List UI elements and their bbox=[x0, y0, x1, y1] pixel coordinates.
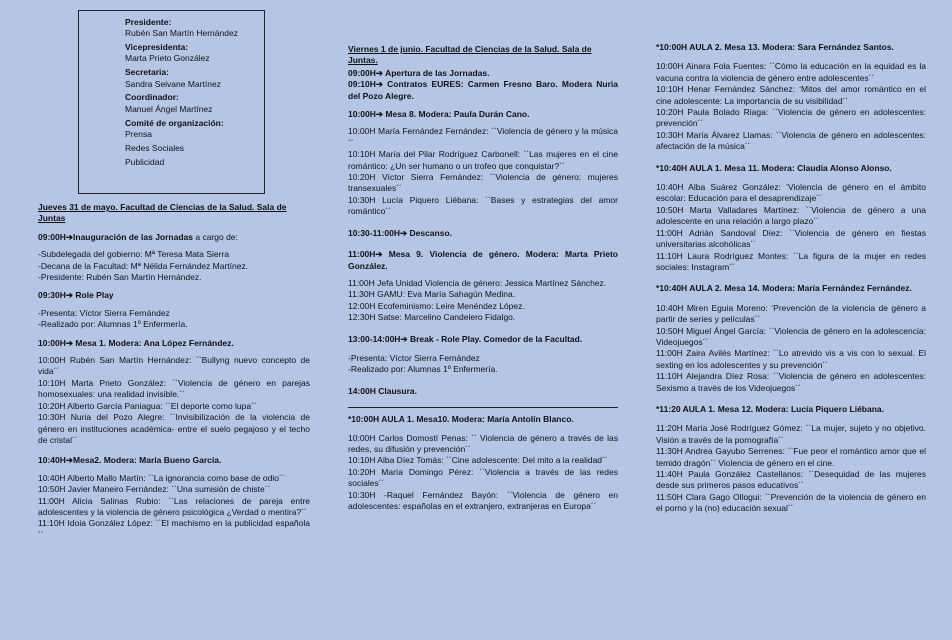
talk-item: 11:00H Zaira Avilés Martínez: ``Lo atrevido vis a vis con lo sexual. El sexting en los adolescentes y su prevención´´ bbox=[656, 348, 926, 370]
roleplay-time: 09:30H bbox=[38, 290, 66, 301]
arrow-icon: ➔ bbox=[375, 79, 384, 90]
president-name: Rubén San Martín Hernández bbox=[125, 27, 238, 38]
friday-title: Viernes 1 de junio. Facultad de Ciencias de la Salud. Sala de Juntas. bbox=[348, 44, 592, 66]
b2-title: Contratos EURES: Carmen Fresno Baro. Modera Nuria del Pozo Alegre. bbox=[348, 79, 618, 101]
mesa12-title: *11:20 AULA 1. Mesa 12. Modera: Lucía Piquero Liébana. bbox=[656, 403, 884, 414]
mesa1-time: 10:00H bbox=[38, 337, 66, 348]
mesa11-block bbox=[656, 163, 926, 274]
thursday-title: Jueves 31 de mayo. Facultad de Ciencias de la Salud. Sala de Juntas bbox=[38, 202, 287, 224]
break-item: -Realizado por: Alumnas 1º Enfermería. bbox=[348, 364, 498, 375]
b1-title: Apertura de las Jornadas. bbox=[385, 67, 490, 78]
descanso-title: Descanso. bbox=[409, 227, 453, 238]
break-title: Break - Role Play. Comedor de la Facultad. bbox=[409, 333, 583, 344]
mesa8-block bbox=[348, 109, 618, 218]
talk-item: 10:40H Miren Eguia Moreno: ‘Prevención de la violencia de género a partir de series y películas´´ bbox=[656, 302, 926, 325]
talk-item: 11:00H Jefa Unidad Violencia de género: Jessica Martínez Sánchez. bbox=[348, 277, 607, 288]
vp-role: Vicepresidenta: bbox=[125, 41, 189, 52]
b2-time: 09:10H bbox=[348, 79, 376, 90]
talk-item: 10:10H Henar Fernández Sánchez: ‘Mitos del amor romántico en el cine adolescente: La importancia de su visibilidad´´ bbox=[656, 84, 926, 106]
arrow-icon: ➔ bbox=[399, 227, 408, 238]
talk-item: 10:10H Marta Prieto González: ``Violencia de género en parejas homosexuales: una realidad invisible.´´ bbox=[38, 377, 310, 400]
secretary-name: Sandra Seivane Martínez bbox=[125, 78, 221, 89]
mesa13-title: *10:00H AULA 2. Mesa 13. Modera: Sara Fernández Santos. bbox=[656, 42, 894, 52]
talk-item: 11:50H Clara Gago Ollogui: ``Prevención de la violencia de género en el porno y la (no) educación sexual´´ bbox=[656, 491, 926, 514]
mesa2-time: 10:40H bbox=[38, 455, 66, 466]
talk-item: 10:30H Nuria del Pozo Alegre: ``Invisibilización de la violencia de género en instituciones académica- entre el suelo pegajoso y el techo de cristal´´ bbox=[38, 412, 310, 445]
break-block bbox=[348, 334, 618, 376]
clausura: 14:00H Clausura. bbox=[348, 385, 417, 396]
talk-item: 10:20H Paula Bolado Riaga: ``Violencia de género en adolescentes: prevención´´ bbox=[656, 107, 926, 129]
opening-block bbox=[38, 232, 310, 284]
organization-item: Prensa bbox=[125, 129, 152, 140]
divider bbox=[348, 407, 618, 408]
talk-item: 10:00H Ainara Fola Fuentes: ``Cómo la educación en la equidad es la vacuna contra la violencia de género entre adolescentes´´ bbox=[656, 61, 926, 83]
committee-box bbox=[78, 10, 265, 194]
coordinator-role: Coordinador: bbox=[125, 92, 179, 103]
mesa8-time: 10:00H bbox=[348, 109, 376, 120]
mesa9-time: 11:00H bbox=[348, 249, 376, 260]
mesa8-title: Mesa 8. Modera: Paula Durán Cano. bbox=[385, 109, 530, 120]
roleplay-block bbox=[38, 290, 310, 330]
talk-item: 10:50H Miguel Ángel García: ``Violencia de género en la adolescencia: Videojuegos´´ bbox=[656, 325, 926, 347]
talk-item: 10:20H Víctor Sierra Fernández: ``Violencia de género: mujeres transexuales´´ bbox=[348, 172, 618, 194]
arrow-icon: ➔ bbox=[65, 455, 74, 466]
talk-item: 10:40H Alba Suárez González: ‘Violencia de género en el ámbito escolar: Educación para el desaprendizaje´´ bbox=[656, 182, 926, 204]
coordinator-name: Manuel Ángel Martínez bbox=[125, 103, 213, 114]
opening-item: -Presidente: Rubén San Martín Hernández. bbox=[38, 272, 202, 283]
talk-item: 11:40H Paula González Castellanos: ``Desequidad de las mujeres desde sus primeros pasos educativos´´ bbox=[656, 469, 926, 491]
president-role: Presidente: bbox=[125, 16, 172, 27]
parallel-sessions-column bbox=[656, 42, 926, 515]
opening-suffix: a cargo de: bbox=[193, 231, 238, 242]
mesa9-title: Mesa 9. Violencia de género. Modera: Marta Prieto González. bbox=[348, 249, 618, 271]
mesa11-title: *10:40H AULA 1. Mesa 11. Modera: Claudia Alonso Alonso. bbox=[656, 162, 892, 173]
arrow-icon: ➔ bbox=[375, 67, 384, 78]
mesa14-block bbox=[656, 283, 926, 394]
talk-item: 11:10H Alejandra Díez Rosa: ``Violencia de género en adolescentes: Sexismo a través de los Videojuegos´´ bbox=[656, 371, 926, 393]
mesa10-title: *10:00H AULA 1. Mesa10. Modera: María Antolín Blanco. bbox=[348, 414, 574, 425]
talk-item: 10:40H Alberto Mallo Martín: ``La ignorancia como base de odio´´ bbox=[38, 472, 285, 483]
mesa10-block bbox=[348, 414, 618, 512]
talk-item: 11:20H María José Rodríguez Gómez: ``La mujer, sujeto y no objetivo. Visión a través de la pornografía´´ bbox=[656, 423, 926, 445]
talk-item: 10:10H Alba Díez Tomás: ``Cine adolescente: Del mito a la realidad´´ bbox=[348, 455, 608, 466]
break-time: 13:00-14:00H bbox=[348, 333, 401, 344]
talk-item: 10:10H María del Pilar Rodríguez Carbonell: ``Las mujeres en el cine romántico: ¿Un ser humano o un trofeo que conquistar?´´ bbox=[348, 149, 618, 171]
talk-item: 11:30H Andrea Gayubo Serrenes: ``Fue peor el romántico amor que el temido dragón´´ Violencia de género en el cine. bbox=[656, 446, 926, 468]
talk-item: 11:30H GAMU: Eva María Sahagún Medina. bbox=[348, 289, 516, 300]
talk-item: 10:50H Javier Maneiro Fernández: ``Una sumisión de chiste´´ bbox=[38, 484, 271, 495]
talk-item: 10:00H María Fernández Fernández: ``Violencia de género y la música´´ bbox=[348, 126, 618, 148]
thursday-column bbox=[38, 202, 310, 541]
talk-item: 10:00H Carlos Domostí Penas: `` Violencia de género a través de las redes, su difusión y prevención´´ bbox=[348, 432, 618, 454]
friday-column bbox=[348, 44, 618, 512]
mesa2-title: Mesa2. Modera: María Bueno García. bbox=[73, 455, 222, 466]
vp-name: Marta Prieto González bbox=[125, 53, 210, 64]
organization-item: Redes Sociales bbox=[125, 143, 185, 154]
arrow-icon: ➔ bbox=[65, 231, 74, 242]
opening-item: -Subdelegada del gobierno: Mª Teresa Mata Sierra bbox=[38, 249, 230, 260]
talk-item: 10:50H Marta Valladares Martínez: ``Violencia de género a una adolescente en una relación a largo plazo´´ bbox=[656, 204, 926, 227]
roleplay-title: Role Play bbox=[75, 290, 114, 301]
mesa9-block bbox=[348, 249, 618, 323]
talk-item: 10:20H María Domingo Pérez: ``Violencia a través de las redes sociales´´ bbox=[348, 466, 618, 489]
mesa14-title: *10:40H AULA 2. Mesa 14. Modera: María Fernández Fernández. bbox=[656, 283, 912, 294]
talk-item: 10:00H Rubén San Martín Hernández: ``Bullyng nuevo concepto de vida´´ bbox=[38, 355, 310, 377]
roleplay-item: -Presenta: Víctor Sierra Fernández bbox=[38, 307, 170, 318]
talk-item: 11:00H Adrián Sandoval Díez: ``Violencia de género en fiestas universitarias alcohólicas´´ bbox=[656, 227, 926, 250]
descanso-time: 10:30-11:00H bbox=[348, 227, 400, 238]
talk-item: 11:00H Alicia Salinas Rubio: ``Las relaciones de pareja entre adolescentes y la violencia de género psicológica ¿Verdad o mentira?´´ bbox=[38, 495, 310, 517]
talk-item: 11:10H Laura Rodríguez Montes: ``La figura de la mujer en redes sociales: Instagram´´ bbox=[656, 250, 926, 272]
secretary-role: Secretaria: bbox=[125, 67, 169, 78]
talk-item: 10:20H Alberto García Paniagua: ``El deporte como lupa´´ bbox=[38, 400, 257, 411]
opening-time: 09:00H bbox=[38, 231, 66, 242]
mesa2-block bbox=[38, 455, 310, 541]
arrow-icon: ➔ bbox=[375, 249, 383, 260]
opening-item: -Decana de la Facultad: Mª Nélida Fernández Martínez. bbox=[38, 260, 249, 271]
organization-item: Publicidad bbox=[125, 156, 165, 167]
talk-item: 10:30H Lucía Piquero Liébana: ``Bases y estrategias del amor romántico´´ bbox=[348, 194, 618, 217]
talk-item: 12:30H Satse: Marcelino Candelero Fidalgo. bbox=[348, 312, 516, 323]
talk-item: 12:00H Ecofeminismo: Leire Menéndez López. bbox=[348, 300, 525, 311]
roleplay-item: -Realizado por: Alumnas 1º Enfermería. bbox=[38, 319, 188, 330]
arrow-icon: ➔ bbox=[65, 337, 74, 348]
mesa1-title: Mesa 1. Modera: Ana López Fernández. bbox=[75, 337, 234, 348]
mesa12-block bbox=[656, 404, 926, 515]
b1-time: 09:00H bbox=[348, 67, 376, 78]
talk-item: 11:10H Idoia González López: ``El machismo en la publicidad española´´ bbox=[38, 518, 310, 540]
organization-role: Comité de organización: bbox=[125, 117, 224, 128]
arrow-icon: ➔ bbox=[65, 290, 74, 301]
arrow-icon: ➔ bbox=[400, 333, 408, 344]
opening-title: Inauguración de las Jornadas bbox=[73, 231, 193, 242]
break-item: -Presenta: Víctor Sierra Fernández bbox=[348, 352, 480, 363]
mesa13-block bbox=[656, 42, 926, 153]
mesa1-block bbox=[38, 338, 310, 447]
arrow-icon: ➔ bbox=[375, 109, 384, 120]
talk-item: 10:30H María Álvarez Llamas: ``Violencia de género en adolescentes: afectación de la música´´ bbox=[656, 129, 926, 152]
talk-item: 10:30H -Raquel Fernández Bayón: ``Violencia de género en adolescentes: españolas en el extranjero, extranjeras en Europa´´ bbox=[348, 489, 618, 511]
